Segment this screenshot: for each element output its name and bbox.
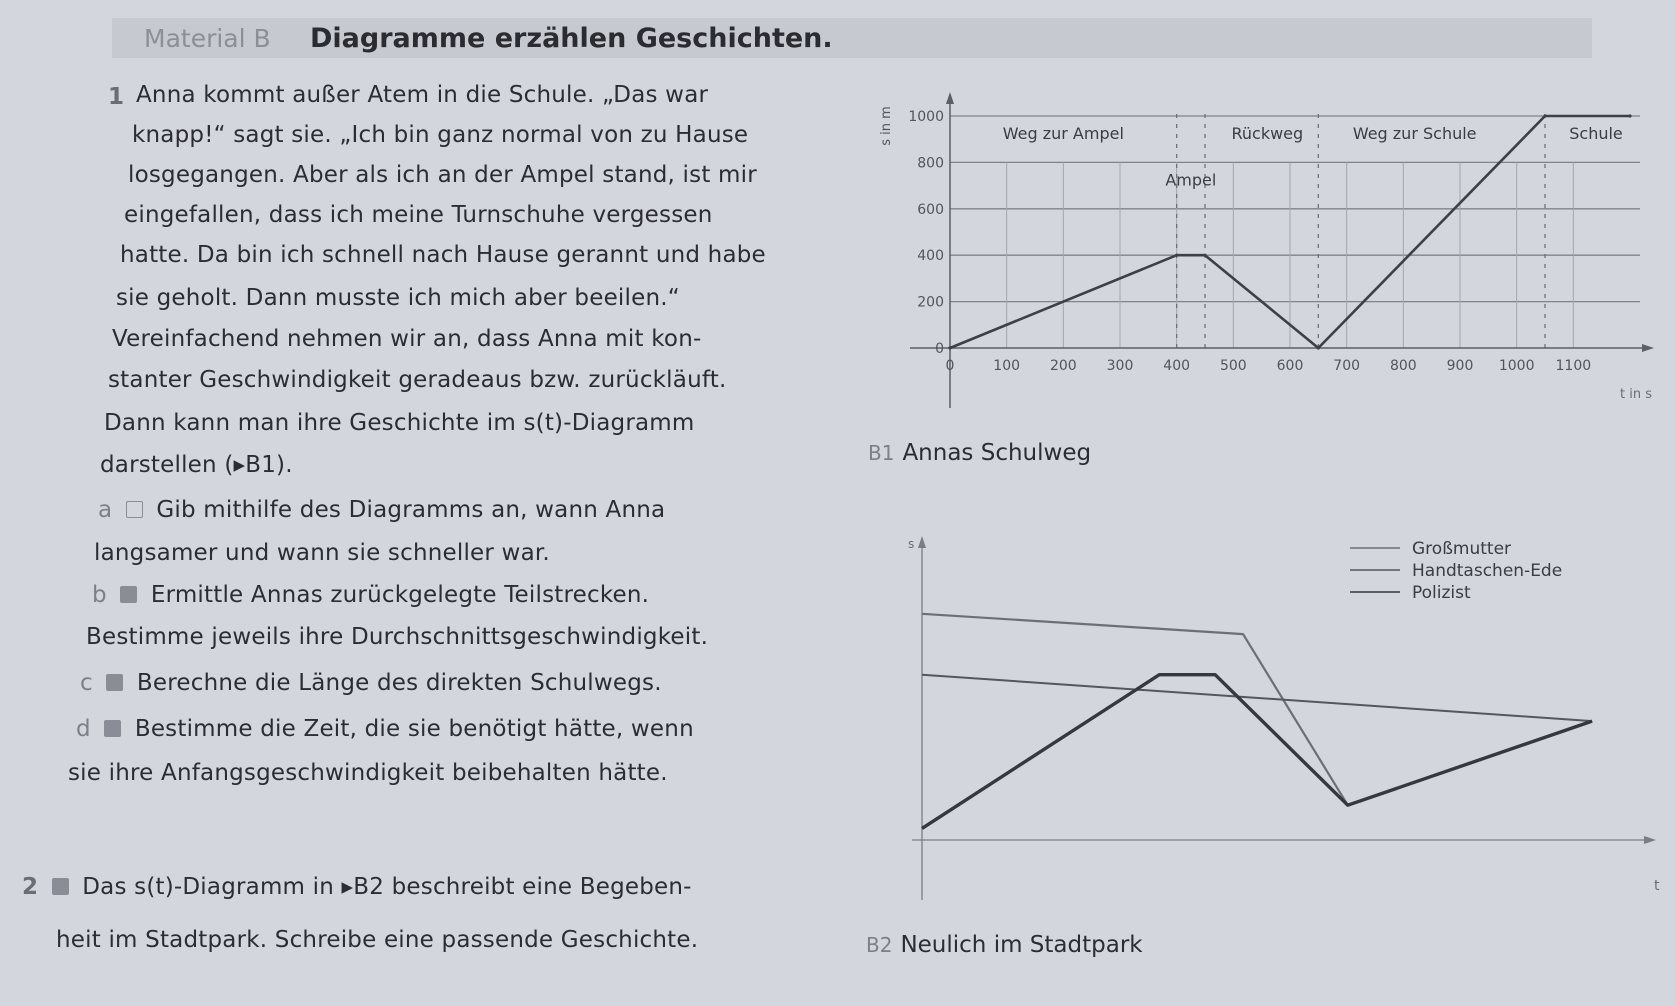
data-point [1317,346,1320,349]
task2-number: 2 [22,874,39,900]
x-tick-label: 100 [993,358,1021,374]
subtask-b-text: Ermittle Annas zurückgelegte Teilstrecken. [150,582,650,608]
checkbox-icon [126,501,143,518]
pencil-icon [52,878,69,895]
task2-text: Das s(t)-Diagramm in ▸B2 beschreibt eine Begeben- [82,874,692,900]
x-tick-label: 300 [1106,358,1134,374]
pencil-icon [106,674,123,691]
segment-label: Weg zur Schule [1352,124,1477,144]
y-tick-label: 0 [935,341,944,357]
task2 [22,874,692,900]
x-axis-arrow [1644,836,1656,844]
x-tick-label: 700 [1333,358,1361,374]
subtask-d-line: sie ihre Anfangsgeschwindigkeit beibehalten hätte. [68,760,668,786]
task1-number: 1 [108,84,125,110]
task1-line: Dann kann man ihre Geschichte im s(t)-Diagramm [104,410,695,436]
y-tick-label: 400 [917,248,944,265]
task2-line: heit im Stadtpark. Schreibe eine passende Geschichte. [56,927,699,953]
data-point [1628,114,1631,117]
task1-line: Vereinfachend nehmen wir an, dass Anna mit kon- [112,326,702,352]
segment-label: Schule [1569,124,1623,144]
x-axis-label: t in s [1620,387,1652,402]
legend-label: Handtaschen-Ede [1412,561,1563,581]
task1-line: knapp!“ sagt sie. „Ich bin ganz normal von zu Hause [132,122,749,148]
caption-text: Annas Schulweg [902,440,1092,466]
task1-line: stanter Geschwindigkeit geradeaus bzw. zurückläuft. [108,367,727,393]
y-axis-arrow [918,536,926,548]
material-title: Diagramme erzählen Geschichten. [310,23,833,54]
chart-b1-annas-schulweg [860,88,1660,418]
y-tick-label: 200 [917,294,944,311]
segment-label: Weg zur Ampel [1002,124,1124,144]
subtask-a-text: Gib mithilfe des Diagramms an, wann Anna [156,497,666,523]
series-line-großmutter [922,614,1592,805]
subtask-c [80,670,662,696]
y-tick-label: 1000 [908,109,944,125]
caption-text: Neulich im Stadtpark [900,932,1143,958]
subtask-a-line: langsamer und wann sie schneller war. [94,540,550,566]
subtask-b-label: b [92,582,107,608]
x-tick-label: 400 [1163,358,1191,374]
x-tick-label: 1000 [1498,358,1535,374]
x-tick-label: 0 [945,358,955,374]
legend-label: Polizist [1412,583,1471,603]
task1-line: hatte. Da bin ich schnell nach Hause gerannt und habe [120,242,766,268]
data-point [1543,114,1546,117]
material-header [112,18,1592,58]
subtask-b-line: Bestimme jeweils ihre Durchschnittsgeschwindigkeit. [86,624,709,650]
x-tick-label: 800 [1389,358,1417,374]
data-point [948,346,951,349]
pencil-icon [104,720,121,737]
pencil-icon [120,586,137,603]
x-tick-label: 600 [1276,358,1304,374]
segment-label: Rückweg [1231,124,1304,144]
subtask-d-text: Bestimme die Zeit, die sie benötigt hätte, wenn [134,716,694,742]
subtask-a-label: a [98,497,113,523]
segment-label: Ampel [1165,170,1217,190]
task1-line: eingefallen, dass ich meine Turnschuhe vergessen [124,202,713,228]
subtask-c-label: c [80,670,93,696]
chart-b2-caption [866,932,1143,958]
subtask-c-text: Berechne die Länge des direkten Schulwegs. [136,670,662,696]
legend-label: Großmutter [1412,539,1512,559]
subtask-a [98,497,665,523]
x-tick-label: 500 [1219,358,1247,374]
x-axis-arrow [1642,344,1654,352]
caption-number: B2 [866,933,893,957]
chart-b2-neulich-im-stadtpark [860,528,1660,894]
x-axis-label: t [1654,878,1660,894]
task1-line: darstellen (▸B1). [100,452,293,478]
y-tick-label: 600 [917,201,944,218]
x-tick-label: 1100 [1555,358,1592,374]
y-axis-arrow [946,92,954,104]
subtask-d [76,716,694,742]
subtask-d-label: d [76,716,91,742]
data-point [1175,254,1178,257]
task1-line: losgegangen. Aber als ich an der Ampel stand, ist mir [128,162,757,188]
y-axis-label: s [908,537,915,551]
y-axis-label: s in m [879,106,894,146]
task1-line: sie geholt. Dann musste ich mich aber beeilen.“ [116,285,680,311]
task1-line: Anna kommt außer Atem in die Schule. „Das war [136,82,709,108]
x-tick-label: 900 [1446,358,1474,374]
data-point [1203,254,1206,257]
material-label: Material B [144,24,271,53]
y-tick-label: 800 [917,155,944,172]
caption-number: B1 [868,441,895,465]
x-tick-label: 200 [1049,358,1077,374]
subtask-b [92,582,649,608]
chart-b1-caption [868,440,1091,466]
